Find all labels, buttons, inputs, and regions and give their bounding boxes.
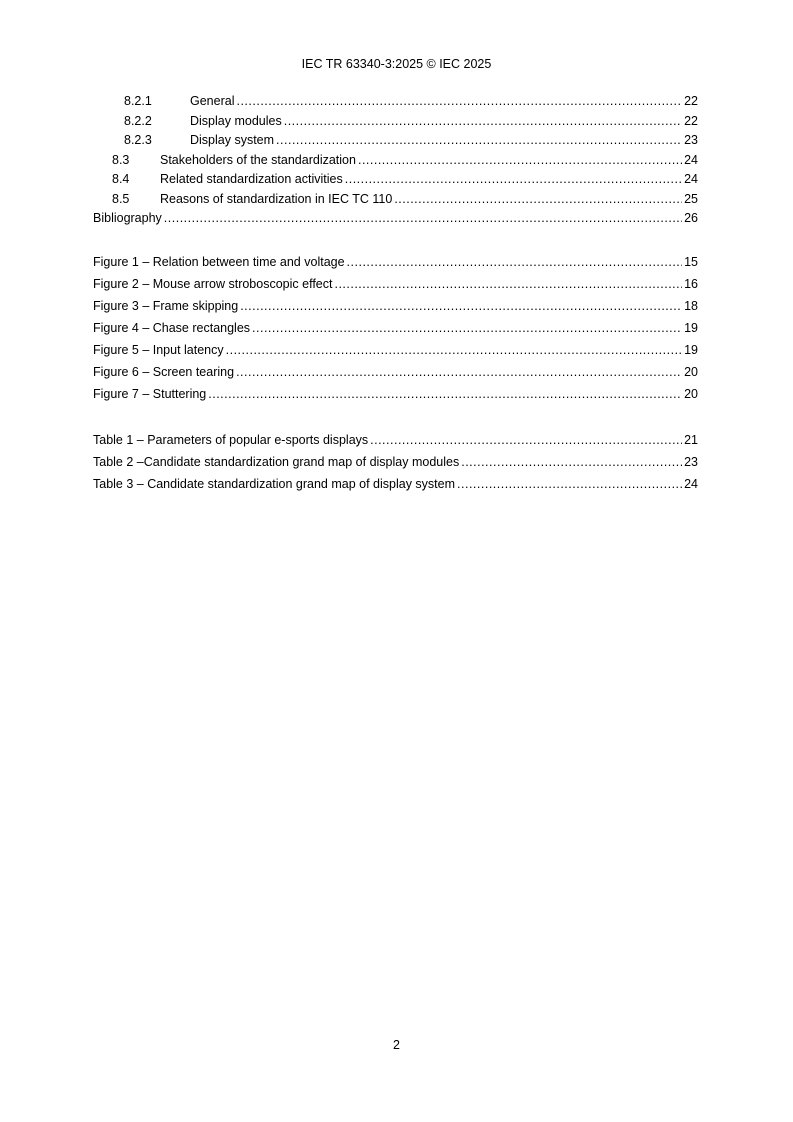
leader-dots (284, 114, 682, 128)
toc-number: 8.2.3 (124, 133, 152, 147)
table-title: Table 1 – Parameters of popular e-sports displays (93, 432, 369, 447)
toc-page: 24 (684, 172, 698, 186)
table-entry[interactable] (93, 433, 698, 455)
table-entry[interactable] (93, 477, 698, 499)
toc-entry-8-5[interactable] (93, 192, 698, 212)
leader-dots (345, 172, 682, 186)
leader-dots (226, 343, 682, 357)
toc-entry-8-4[interactable] (93, 172, 698, 192)
figure-title: Figure 5 – Input latency (93, 342, 224, 357)
toc-title: Stakeholders of the standardization (160, 152, 356, 167)
page-header: IEC TR 63340-3:2025 © IEC 2025 (301, 57, 492, 71)
page-number: 2 (393, 1038, 400, 1052)
toc-number: 8.5 (112, 191, 130, 206)
figure-page: 18 (684, 298, 698, 313)
section-gap (93, 231, 698, 255)
figure-page: 20 (684, 386, 698, 401)
leader-dots (236, 365, 682, 379)
figure-title: Figure 1 – Relation between time and voltage (93, 254, 345, 269)
table-of-contents (93, 94, 698, 499)
figure-page: 15 (684, 254, 698, 269)
toc-number: 8.2.1 (124, 94, 152, 108)
toc-title: Display system (190, 133, 275, 147)
toc-title: Reasons of standardization in IEC TC 110 (160, 191, 393, 206)
figure-title: Figure 4 – Chase rectangles (93, 320, 251, 335)
toc-entry-bibliography[interactable] (93, 211, 698, 231)
toc-entry-8-2-3[interactable] (93, 133, 698, 153)
figure-page: 19 (684, 342, 698, 357)
figure-entry[interactable] (93, 277, 698, 299)
leader-dots (394, 192, 682, 206)
figure-page: 20 (684, 364, 698, 379)
section-gap (93, 409, 698, 433)
table-title: Table 2 –Candidate standardization grand map of display modules (93, 454, 460, 469)
leader-dots (334, 277, 682, 291)
figure-title: Figure 6 – Screen tearing (93, 364, 235, 379)
toc-page: 22 (684, 113, 698, 128)
leader-dots (208, 387, 682, 401)
table-title: Table 3 – Candidate standardization grand map of display system (93, 476, 456, 491)
toc-number: 8.4 (112, 172, 130, 186)
leader-dots (252, 321, 682, 335)
leader-dots (370, 433, 682, 447)
leader-dots (240, 299, 682, 313)
toc-entry-8-3[interactable] (93, 153, 698, 173)
figure-entry[interactable] (93, 255, 698, 277)
figure-entry[interactable] (93, 365, 698, 387)
figure-title: Figure 7 – Stuttering (93, 386, 207, 401)
figure-entry[interactable] (93, 343, 698, 365)
toc-title: Display modules (190, 113, 282, 128)
leader-dots (164, 211, 682, 225)
leader-dots (461, 455, 682, 469)
table-page: 23 (684, 454, 698, 469)
toc-title: Bibliography (93, 211, 162, 225)
toc-title: Related standardization activities (160, 172, 343, 186)
toc-entry-8-2-2[interactable] (93, 114, 698, 134)
table-page: 21 (684, 432, 698, 447)
toc-page: 24 (684, 152, 698, 167)
toc-page: 25 (684, 191, 698, 206)
table-page: 24 (684, 476, 698, 491)
figure-entry[interactable] (93, 321, 698, 343)
figure-title: Figure 2 – Mouse arrow stroboscopic effect (93, 276, 333, 291)
leader-dots (358, 153, 682, 167)
figure-page: 16 (684, 276, 698, 291)
toc-number: 8.3 (112, 152, 130, 167)
figure-entry[interactable] (93, 387, 698, 409)
figure-entry[interactable] (93, 299, 698, 321)
toc-entry-8-2-1[interactable] (93, 94, 698, 114)
figure-title: Figure 3 – Frame skipping (93, 298, 239, 313)
toc-number: 8.2.2 (124, 113, 152, 128)
toc-page: 26 (684, 211, 698, 225)
toc-page: 23 (684, 133, 698, 147)
toc-title: General (190, 94, 235, 108)
figure-page: 19 (684, 320, 698, 335)
leader-dots (347, 255, 683, 269)
toc-page: 22 (684, 94, 698, 108)
leader-dots (236, 94, 682, 108)
table-entry[interactable] (93, 455, 698, 477)
leader-dots (276, 133, 682, 147)
leader-dots (457, 477, 682, 491)
